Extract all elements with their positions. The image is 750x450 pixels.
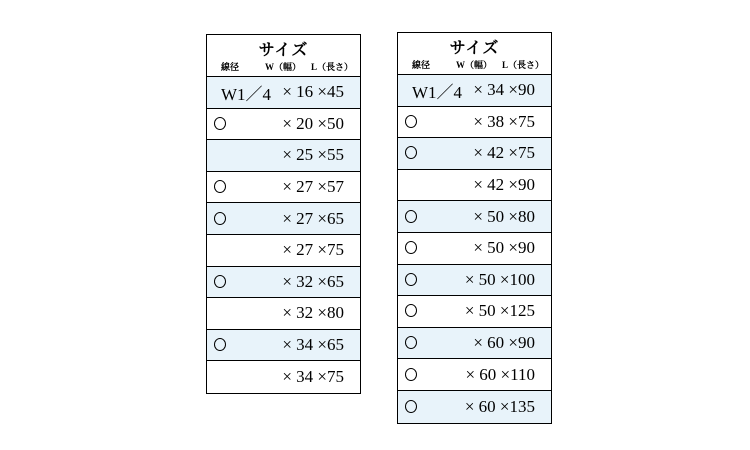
width-length-value: × 50 ×100 bbox=[464, 269, 535, 289]
size-dimensions bbox=[282, 330, 344, 361]
table-body bbox=[398, 75, 551, 423]
table-row bbox=[207, 203, 360, 235]
table-row bbox=[207, 172, 360, 204]
table-row bbox=[398, 359, 551, 391]
size-dimensions bbox=[282, 172, 344, 203]
table-row bbox=[398, 201, 551, 233]
table-row bbox=[398, 107, 551, 139]
size-dimensions bbox=[465, 296, 535, 327]
width-length-value: × 34 ×75 bbox=[282, 367, 344, 387]
table-row bbox=[398, 391, 551, 423]
circle-mark-icon bbox=[405, 304, 417, 317]
size-table-left bbox=[206, 34, 361, 394]
size-dimensions bbox=[282, 267, 344, 298]
circle-mark-icon bbox=[405, 336, 417, 349]
header-col-diameter: 線径 bbox=[221, 62, 240, 72]
table-row bbox=[398, 170, 551, 202]
table-row bbox=[398, 328, 551, 360]
header-col-diameter: 線径 bbox=[412, 60, 431, 70]
size-dimensions bbox=[282, 109, 344, 140]
size-dimensions bbox=[473, 107, 535, 138]
circle-mark-icon bbox=[214, 117, 226, 130]
size-dimensions bbox=[465, 391, 535, 423]
size-dimensions bbox=[465, 265, 535, 296]
width-length-value: × 32 ×80 bbox=[282, 303, 344, 323]
header-title: サイズ bbox=[258, 42, 309, 59]
table-row bbox=[398, 265, 551, 297]
table-row bbox=[207, 361, 360, 393]
table-row bbox=[398, 75, 551, 107]
table-body bbox=[207, 77, 360, 393]
size-table-right bbox=[397, 32, 552, 424]
size-dimensions bbox=[473, 201, 535, 232]
width-length-value: × 27 ×65 bbox=[282, 208, 344, 228]
circle-mark-icon bbox=[214, 338, 226, 351]
width-length-value: × 60 ×110 bbox=[465, 364, 535, 384]
width-length-value: × 60 ×135 bbox=[464, 396, 535, 416]
table-header bbox=[398, 33, 551, 75]
table-row bbox=[398, 296, 551, 328]
width-length-value: × 27 ×57 bbox=[282, 177, 344, 197]
width-length-value: × 42 ×75 bbox=[473, 143, 535, 163]
table-row bbox=[207, 140, 360, 172]
table-row bbox=[207, 77, 360, 109]
wire-gauge-label: W1／4 bbox=[221, 84, 272, 104]
table-row bbox=[207, 109, 360, 141]
wire-gauge-label: W1／4 bbox=[412, 82, 463, 102]
table-row bbox=[398, 233, 551, 265]
table-row bbox=[398, 138, 551, 170]
header-col-length: L（長さ） bbox=[502, 60, 545, 70]
size-dimensions bbox=[473, 170, 535, 201]
width-length-value: × 16 ×45 bbox=[282, 82, 344, 102]
circle-mark-icon bbox=[405, 241, 417, 254]
width-length-value: × 42 ×90 bbox=[473, 175, 535, 195]
circle-mark-icon bbox=[405, 210, 417, 223]
width-length-value: × 60 ×90 bbox=[473, 333, 535, 353]
width-length-value: × 38 ×75 bbox=[473, 111, 535, 131]
width-length-value: × 50 ×90 bbox=[473, 238, 535, 258]
width-length-value: × 20 ×50 bbox=[282, 113, 344, 133]
header-title: サイズ bbox=[449, 40, 500, 57]
width-length-value: × 32 ×65 bbox=[282, 271, 344, 291]
size-dimensions bbox=[473, 233, 535, 264]
size-dimensions bbox=[282, 235, 344, 266]
header-col-width: W（幅） bbox=[265, 62, 302, 72]
size-dimensions bbox=[473, 328, 535, 359]
circle-mark-icon bbox=[405, 146, 417, 159]
width-length-value: × 50 ×125 bbox=[464, 301, 535, 321]
width-length-value: × 27 ×75 bbox=[282, 240, 344, 260]
circle-mark-icon bbox=[214, 212, 226, 225]
width-length-value: × 34 ×65 bbox=[282, 335, 344, 355]
size-dimensions bbox=[473, 138, 535, 169]
circle-mark-icon bbox=[405, 115, 417, 128]
circle-mark-icon bbox=[405, 273, 417, 286]
width-length-value: × 25 ×55 bbox=[282, 145, 344, 165]
circle-mark-icon bbox=[214, 275, 226, 288]
circle-mark-icon bbox=[405, 368, 417, 381]
circle-mark-icon bbox=[214, 180, 226, 193]
header-col-width: W（幅） bbox=[456, 60, 493, 70]
header-col-length: L（長さ） bbox=[311, 62, 354, 72]
table-header bbox=[207, 35, 360, 77]
width-length-value: × 50 ×80 bbox=[473, 206, 535, 226]
table-row bbox=[207, 267, 360, 299]
width-length-value: × 34 ×90 bbox=[473, 80, 535, 100]
table-row bbox=[207, 330, 360, 362]
circle-mark-icon bbox=[405, 400, 417, 413]
size-dimensions bbox=[282, 203, 344, 234]
table-row bbox=[207, 298, 360, 330]
table-row bbox=[207, 235, 360, 267]
size-dimensions bbox=[282, 298, 344, 329]
size-dimensions bbox=[465, 359, 535, 390]
size-dimensions bbox=[282, 361, 344, 393]
size-dimensions bbox=[412, 75, 535, 106]
size-dimensions bbox=[221, 77, 344, 108]
size-dimensions bbox=[282, 140, 344, 171]
